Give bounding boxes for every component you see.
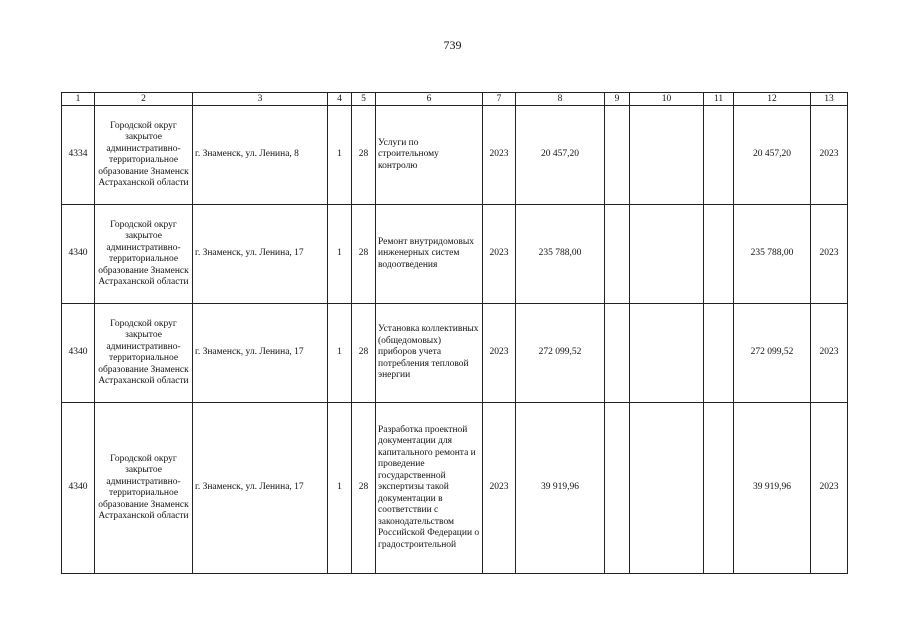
column-header: 7 [483, 93, 516, 106]
cell-col4: 1 [328, 403, 352, 574]
cell-address: г. Знаменск, ул. Ленина, 17 [193, 304, 328, 403]
cell-address: г. Знаменск, ул. Ленина, 17 [193, 205, 328, 304]
cell-completion-year: 2023 [811, 205, 848, 304]
cell-completion-year: 2023 [811, 403, 848, 574]
column-header: 8 [516, 93, 605, 106]
cell-amount-total: 39 919,96 [734, 403, 811, 574]
column-header: 5 [352, 93, 376, 106]
cell-work-type: Разработка проектной документации для капитального ремонта и проведение государственной экспертизы такой документации в соответствии с законодательством Российской Федерации о градостроительной [376, 403, 483, 574]
cell-empty [704, 403, 734, 574]
cell-year: 2023 [483, 403, 516, 574]
cell-col5: 28 [352, 403, 376, 574]
column-header: 9 [605, 93, 630, 106]
cell-municipality: Городской округ закрытое административно-территориальное образование Знаменск Астраханской области [95, 205, 193, 304]
cell-address: г. Знаменск, ул. Ленина, 17 [193, 403, 328, 574]
cell-amount: 235 788,00 [516, 205, 605, 304]
column-header: 2 [95, 93, 193, 106]
cell-col5: 28 [352, 205, 376, 304]
cell-year: 2023 [483, 205, 516, 304]
cell-empty [605, 106, 630, 205]
cell-empty [605, 403, 630, 574]
cell-municipality: Городской округ закрытое административно-территориальное образование Знаменск Астраханской области [95, 304, 193, 403]
cell-completion-year: 2023 [811, 106, 848, 205]
cell-id: 4340 [62, 205, 95, 304]
cell-amount: 39 919,96 [516, 403, 605, 574]
registry-table [61, 92, 848, 574]
cell-col5: 28 [352, 106, 376, 205]
cell-work-type: Услуги по строительному контролю [376, 106, 483, 205]
cell-col4: 1 [328, 106, 352, 205]
cell-empty [630, 205, 704, 304]
cell-amount: 20 457,20 [516, 106, 605, 205]
cell-empty [630, 106, 704, 205]
cell-municipality: Городской округ закрытое административно-территориальное образование Знаменск Астраханской области [95, 106, 193, 205]
cell-empty [630, 304, 704, 403]
cell-amount-total: 235 788,00 [734, 205, 811, 304]
cell-empty [605, 304, 630, 403]
cell-amount-total: 272 099,52 [734, 304, 811, 403]
cell-col4: 1 [328, 205, 352, 304]
cell-empty [704, 106, 734, 205]
cell-amount: 272 099,52 [516, 304, 605, 403]
cell-col5: 28 [352, 304, 376, 403]
column-header: 6 [376, 93, 483, 106]
cell-work-type: Ремонт внутридомовых инженерных систем водоотведения [376, 205, 483, 304]
column-header: 1 [62, 93, 95, 106]
cell-empty [704, 205, 734, 304]
column-header: 11 [704, 93, 734, 106]
cell-year: 2023 [483, 304, 516, 403]
cell-empty [605, 205, 630, 304]
column-header: 13 [811, 93, 848, 106]
column-header: 10 [630, 93, 704, 106]
cell-col4: 1 [328, 304, 352, 403]
cell-id: 4334 [62, 106, 95, 205]
cell-id: 4340 [62, 304, 95, 403]
column-number-row [62, 93, 848, 106]
column-header: 12 [734, 93, 811, 106]
cell-address: г. Знаменск, ул. Ленина, 8 [193, 106, 328, 205]
column-header: 4 [328, 93, 352, 106]
table-row [62, 304, 848, 403]
page-number: 739 [443, 38, 462, 52]
cell-empty [630, 403, 704, 574]
cell-id: 4340 [62, 403, 95, 574]
column-header: 3 [193, 93, 328, 106]
table-row [62, 205, 848, 304]
table-row [62, 403, 848, 574]
cell-empty [704, 304, 734, 403]
table-row [62, 106, 848, 205]
cell-completion-year: 2023 [811, 304, 848, 403]
cell-year: 2023 [483, 106, 516, 205]
cell-municipality: Городской округ закрытое административно-территориальное образование Знаменск Астраханской области [95, 403, 193, 574]
cell-amount-total: 20 457,20 [734, 106, 811, 205]
cell-work-type: Установка коллективных (общедомовых) приборов учета потребления тепловой энергии [376, 304, 483, 403]
